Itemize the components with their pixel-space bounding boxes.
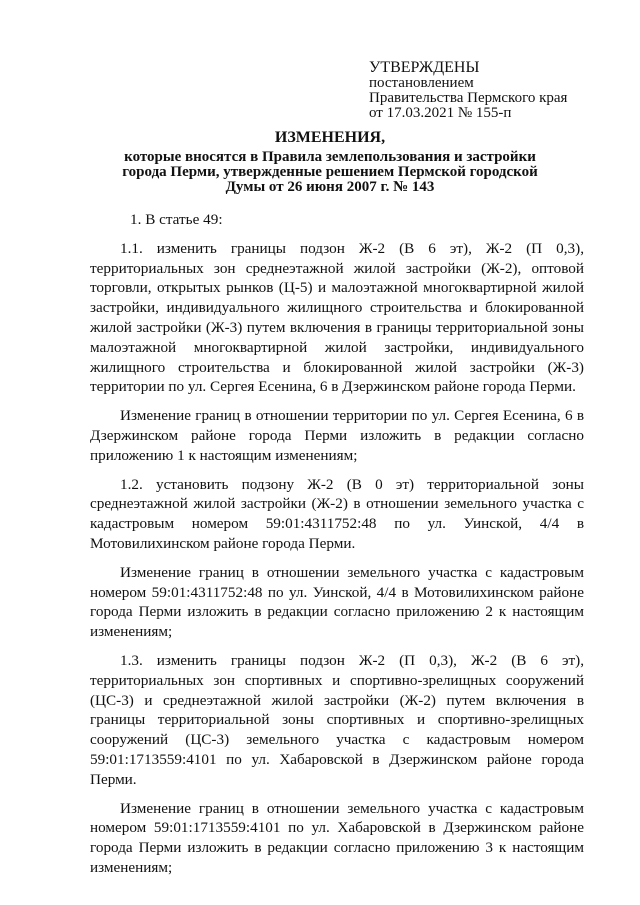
approval-title: УТВЕРЖДЕНЫ <box>369 59 480 76</box>
paragraph-1-2-change: Изменение границ в отношении земельного участка с кадастровым номером 59:01:4311752:48 по ул. Уинской, 4/4 в Мотовилихинском районе города Перми изложить в редакции согласно приложению 2 к настоящим изменениям; <box>90 563 584 641</box>
document-title: ИЗМЕНЕНИЯ, <box>274 129 386 146</box>
approval-line-1: постановлением <box>369 75 474 91</box>
paragraph-1-1-change: Изменение границ в отношении территории по ул. Сергея Есенина, 6 в Дзержинском районе города Перми изложить в редакции согласно приложению 1 к настоящим изменениям; <box>90 407 584 464</box>
document-subtitle: которые вносятся в Правила землепользования и застройки города Перми, утвержденные решением Пермской городской Думы от 26 июня 2007 г. № 143 <box>122 149 538 195</box>
approval-block <box>369 60 567 121</box>
section-heading: 1. В статье 49: <box>130 211 223 228</box>
document-body <box>90 210 584 887</box>
approval-line-3: от 17.03.2021 № 155-п <box>369 105 512 121</box>
paragraph-1-2: 1.2. установить подзону Ж-2 (В 0 эт) территориальной зоны среднеэтажной жилой застройки (Ж-2) в отношении земельного участка с кадастровым номером 59:01:4311752:48 по ул. Уинской, 4/4 в Мотовилихинском районе города Перми. <box>90 475 584 552</box>
approval-line-2: Правительства Пермского края <box>369 90 568 106</box>
paragraph-1-3: 1.3. изменить границы подзон Ж-2 (П 0,3), Ж-2 (В 6 эт), территориальных зон спортивных и спортивно-зрелищных сооружений (ЦС-3) и среднеэтажной жилой застройки (Ж-2) путем включения в границы территориальной зоны спортивных и спортивно-зрелищных сооружений (ЦС-3) земельного участка с кадастровым номером 59:01:1713559:4101 по ул. Хабаровской в Дзержинском районе города Перми. <box>90 651 584 788</box>
paragraph-1-3-change: Изменение границ в отношении земельного участка с кадастровым номером 59:01:1713559:4101 по ул. Хабаровской в Дзержинском районе города Перми изложить в редакции согласно приложению 3 к настоящим изменениям; <box>90 799 584 876</box>
paragraph-1-1: 1.1. изменить границы подзон Ж-2 (В 6 эт), Ж-2 (П 0,3), территориальных зон среднеэтажной жилой застройки (Ж-2), оптовой торговли, открытых рынков (Ц-5) и малоэтажной многоквартирной жилой застройки, индивидуального жилищного строительства и блокированной жилой застройки (Ж-3) путем включения в границы территориальной зоны малоэтажной многоквартирной жилой застройки, индивидуального жилищного строительства и блокированной жилой застройки (Ж-3) территории по ул. Сергея Есенина, 6 в Дзержинском районе города Перми. <box>90 239 584 396</box>
